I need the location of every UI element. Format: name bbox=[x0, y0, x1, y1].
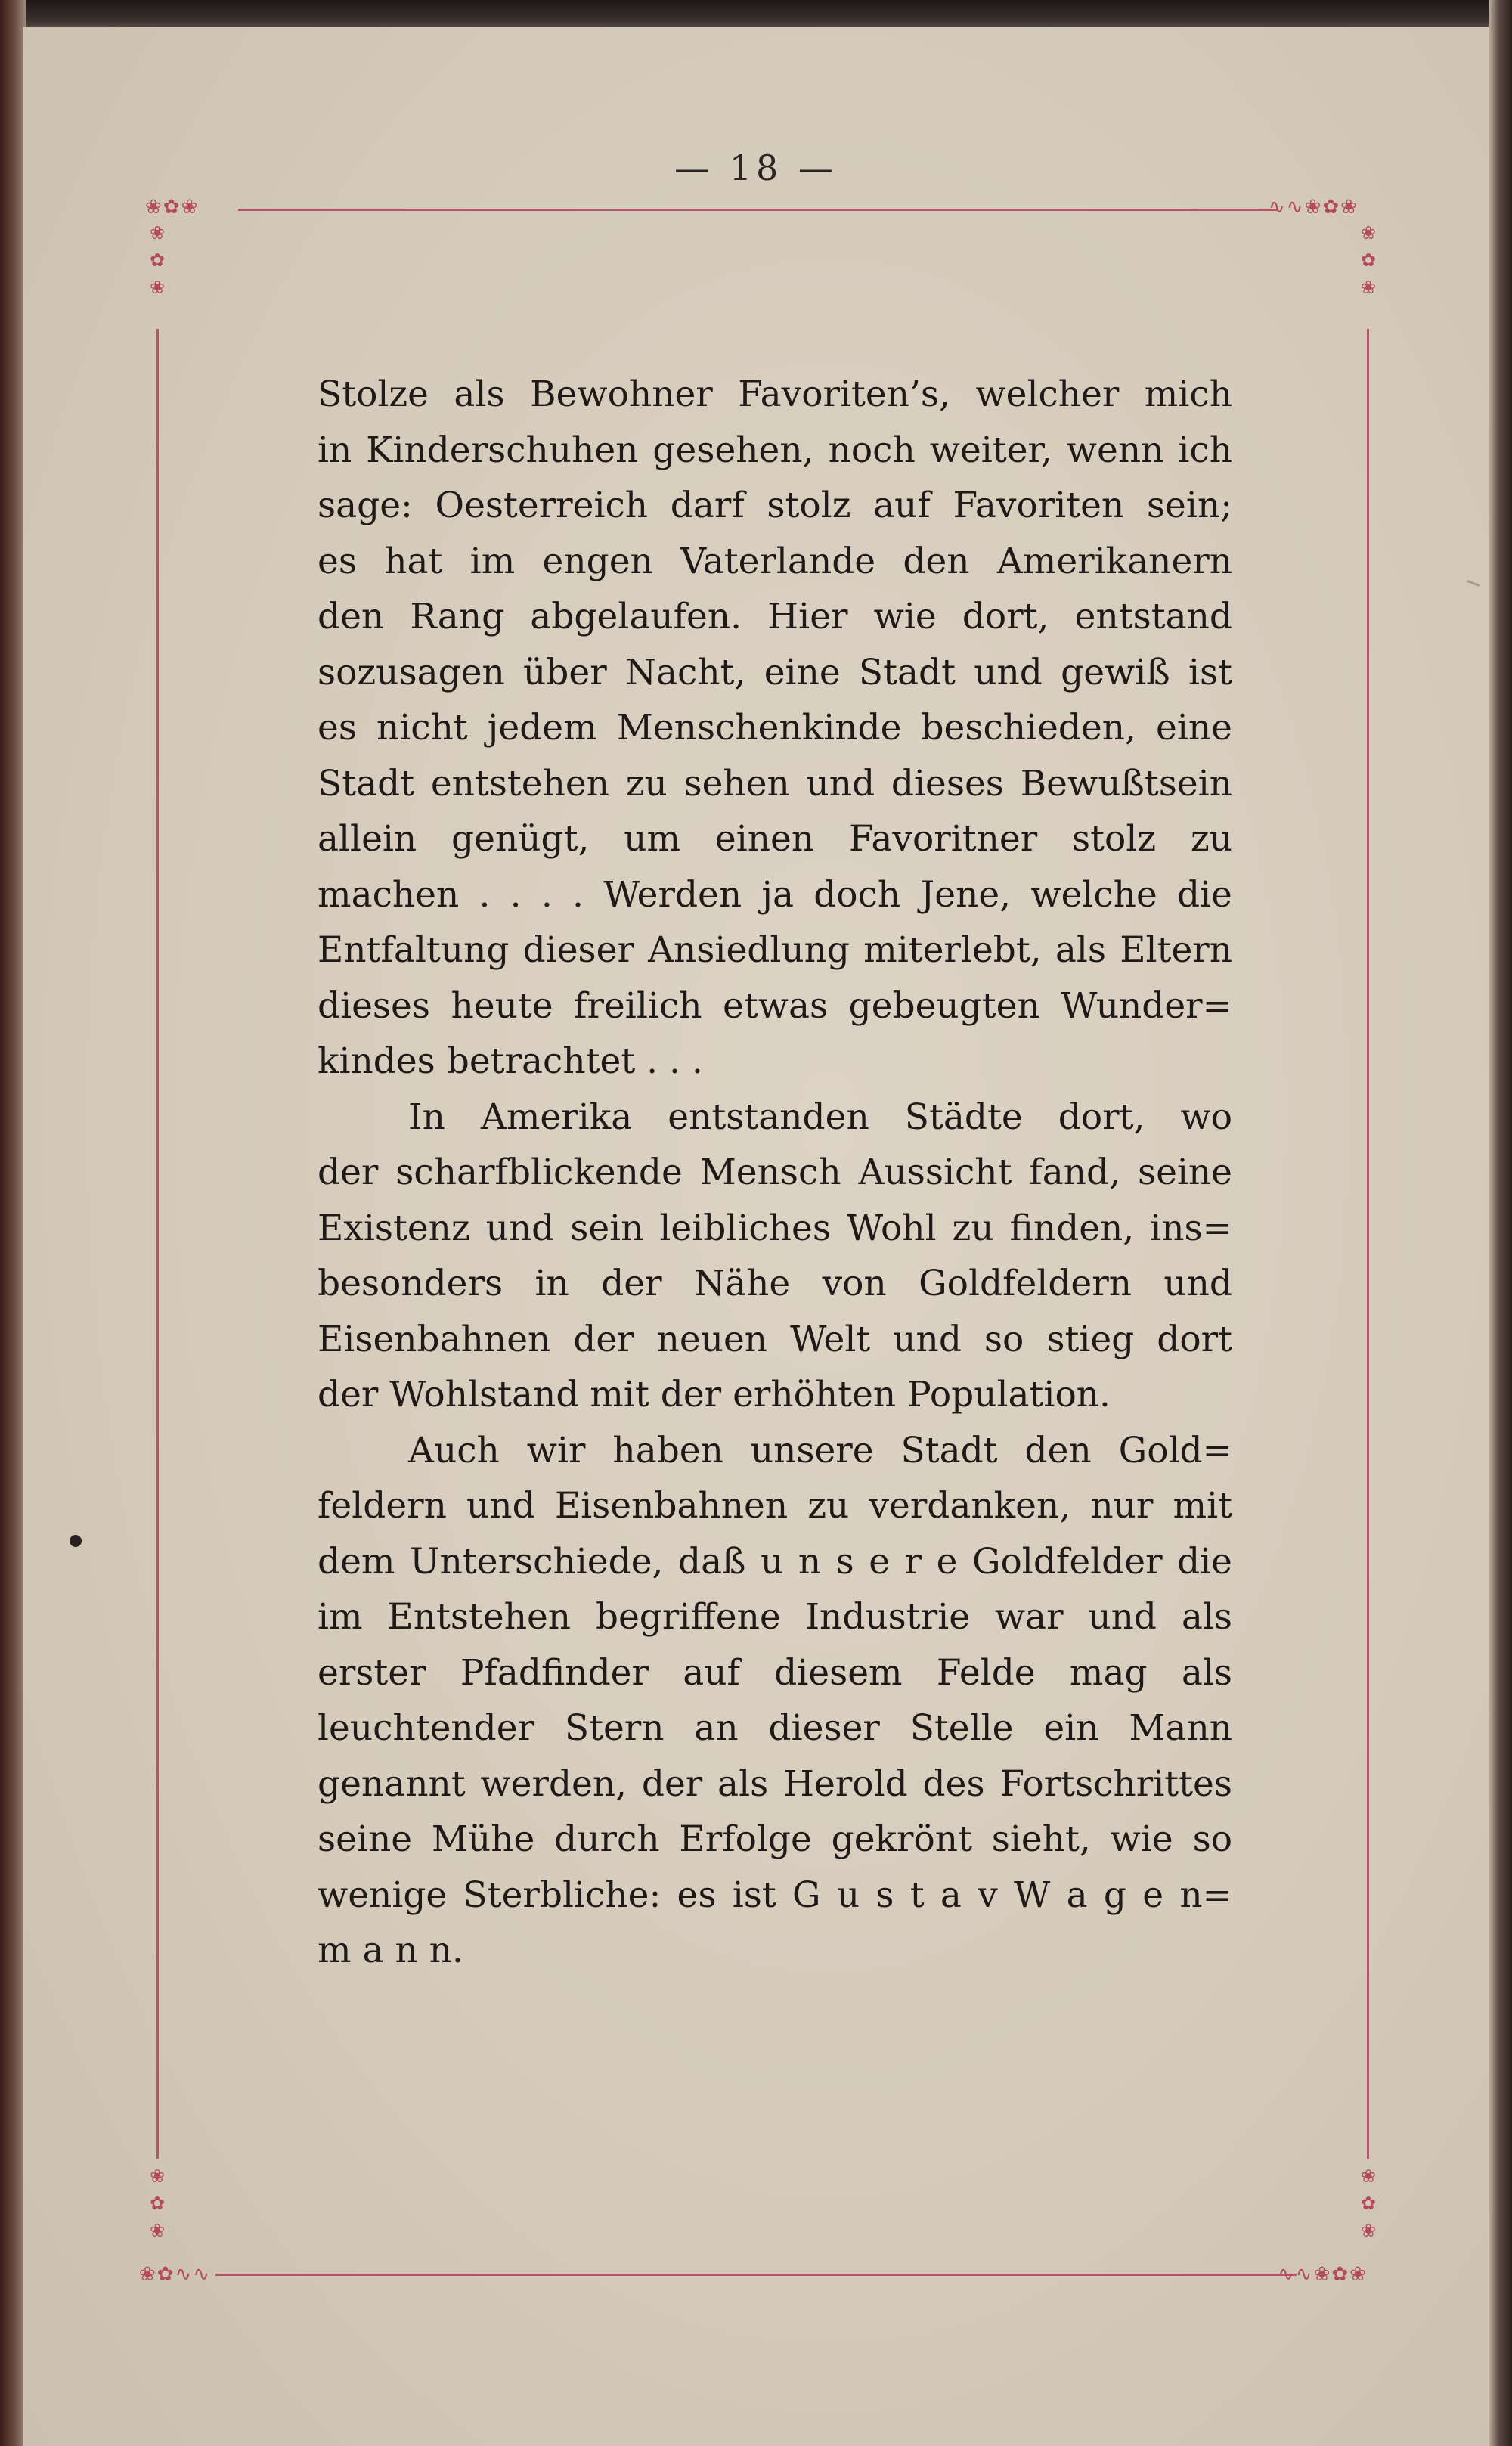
text-line: kindes betrachtet . . . bbox=[318, 1040, 703, 1082]
corner-ornament-bottom-right-icon: ∿∿❀✿❀ bbox=[1278, 2263, 1368, 2286]
text-line: seine Mühe durch Erfolge gekrönt sieht, wie so bbox=[318, 1818, 1232, 1860]
text-line: dem Unterschiede, daß u n s e r e Goldfelder die bbox=[318, 1540, 1232, 1583]
text-line: Stadt entstehen zu sehen und dieses Bewußtsein bbox=[318, 762, 1232, 804]
body-text bbox=[318, 367, 1232, 1979]
border-rule-right bbox=[1367, 329, 1369, 2159]
text-line: Auch wir haben unsere Stadt den Gold= bbox=[408, 1429, 1232, 1471]
text-line: In Amerika entstanden Städte dort, wo bbox=[408, 1096, 1232, 1138]
text-line: Existenz und sein leibliches Wohl zu finden, ins= bbox=[318, 1207, 1232, 1249]
corner-ornament-top-left-icon: ❀✿❀ bbox=[145, 196, 200, 219]
text-line: Eisenbahnen der neuen Welt und so stieg dort bbox=[318, 1318, 1232, 1360]
text-line: der Wohlstand mit der erhöhten Population. bbox=[318, 1374, 1111, 1415]
corner-flourish-bottom-left-icon: ❀ ✿ ❀ bbox=[149, 2165, 166, 2241]
border-rule-left bbox=[156, 329, 159, 2159]
text-line: der scharfblickende Mensch Aussicht fand, seine bbox=[318, 1152, 1232, 1193]
page-number: — 18 — bbox=[674, 147, 838, 188]
text-line: in Kinderschuhen gesehen, noch weiter, wenn ich bbox=[318, 429, 1232, 471]
book-right-edge bbox=[1489, 0, 1512, 2446]
text-line: es nicht jedem Menschenkinde beschieden, eine bbox=[318, 707, 1232, 749]
text-line: genannt werden, der als Herold des Fortschrittes bbox=[318, 1762, 1232, 1805]
text-line: im Entstehen begriffene Industrie war und als bbox=[318, 1596, 1232, 1638]
text-line: dieses heute freilich etwas gebeugten Wunder= bbox=[318, 984, 1232, 1027]
text-line: sage: Oesterreich darf stolz auf Favoriten sein; bbox=[318, 485, 1232, 526]
book-top-edge bbox=[0, 0, 1512, 29]
corner-flourish-bottom-right-icon: ❀ ✿ ❀ bbox=[1360, 2165, 1377, 2241]
text-line: sozusagen über Nacht, eine Stadt und gewiß ist bbox=[318, 651, 1232, 693]
text-line: m a n n. bbox=[318, 1930, 463, 1971]
text-line: es hat im engen Vaterlande den Amerikanern bbox=[318, 540, 1232, 582]
text-line: feldern und Eisenbahnen zu verdanken, nur mit bbox=[318, 1485, 1232, 1527]
text-line: Stolze als Bewohner Favoriten’s, welcher mich bbox=[318, 374, 1232, 415]
corner-ornament-top-right-icon: ∿∿❀✿❀ bbox=[1269, 196, 1359, 219]
corner-flourish-top-right-icon: ❀ ✿ ❀ bbox=[1360, 222, 1377, 298]
book-left-edge bbox=[0, 0, 26, 2446]
corner-ornament-bottom-left-icon: ❀✿∿∿ bbox=[139, 2263, 212, 2286]
text-line: den Rang abgelaufen. Hier wie dort, entstand bbox=[318, 596, 1232, 637]
border-rule-top bbox=[238, 209, 1278, 211]
corner-flourish-top-left-icon: ❀ ✿ ❀ bbox=[149, 222, 166, 298]
text-line: erster Pfadfinder auf diesem Felde mag als bbox=[318, 1651, 1232, 1694]
border-rule-bottom bbox=[215, 2274, 1297, 2276]
text-line: machen . . . . Werden ja doch Jene, welche die bbox=[318, 873, 1232, 916]
text-line: leuchtender Stern an dieser Stelle ein Mann bbox=[318, 1707, 1232, 1749]
text-line: allein genügt, um einen Favoritner stolz zu bbox=[318, 818, 1232, 860]
ink-spot bbox=[70, 1535, 82, 1547]
text-line: wenige Sterbliche: es ist G u s t a v W a g e n= bbox=[318, 1874, 1232, 1916]
text-line: besonders in der Nähe von Goldfeldern und bbox=[318, 1263, 1232, 1304]
text-line: Entfaltung dieser Ansiedlung miterlebt, als Eltern bbox=[318, 929, 1232, 971]
